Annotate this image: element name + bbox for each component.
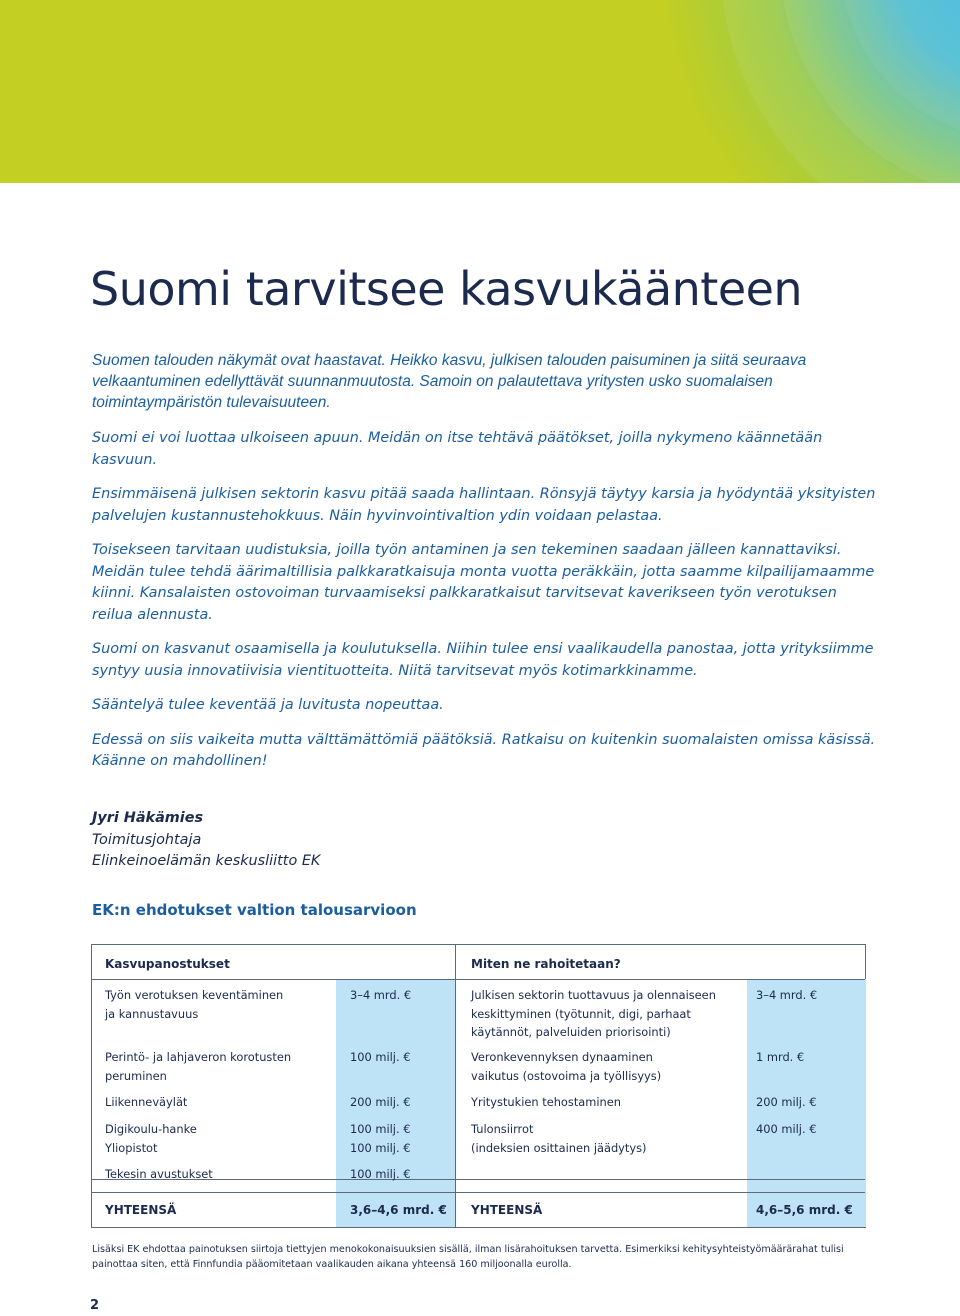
intro-text: Suomen talouden näkymät ovat haastavat. Heikko kasvu, julkisen talouden paisuminen ja siitä seuraava velkaantuminen edellyttävät suunnanmuutosta. Samoin on palautettava yritysten usko suomalaisen toimintaympäristön tulevaisuuteen. xyxy=(92,352,807,411)
paragraph: Suomi on kasvanut osaamisella ja koulutuksella. Niihin tulee ensi vaalikaudella panostaa, jotta yrityksiimme syntyy uusia innovatiivisia vientituotteita. Niitä tarvitsevat myös kotimarkkinamme. xyxy=(92,641,874,679)
paragraph: Ensimmäisenä julkisen sektorin kasvu pitää saada hallintaan. Rönsyjä täytyy karsia ja hyödyntää yksityisten palvelujen kustannustehokkuus. Näin hyvinvointivaltion ydin voidaan pelastaa. xyxy=(92,486,876,524)
table-divider xyxy=(92,979,865,980)
banner-graphic xyxy=(0,0,960,183)
table-column-divider xyxy=(455,945,456,1227)
page-title: Suomi tarvitsee kasvukäänteen xyxy=(90,262,803,316)
table-cell-amount: 100 milj. € xyxy=(350,1050,411,1064)
signature-name: Jyri Häkämies xyxy=(92,810,204,826)
table-cell-investment: Tekesin avustukset xyxy=(105,1167,213,1181)
table-cell-amount: 100 milj. € 100 milj. € xyxy=(350,1122,411,1155)
table-total-label: YHTEENSÄ xyxy=(105,1203,177,1217)
budget-table xyxy=(91,944,866,1228)
table-cell-amount: 3–4 mrd. € xyxy=(350,988,412,1002)
paragraph: Suomi ei voi luottaa ulkoiseen apuun. Meidän on itse tehtävä päätökset, joilla nykymeno käännetään kasvuun. xyxy=(92,430,823,468)
paragraph: Edessä on siis vaikeita mutta välttämättömiä päätöksiä. Ratkaisu on kuitenkin suomalaisten omissa käsissä. Käänne on mahdollinen! xyxy=(92,731,876,769)
table-total-amount: 4,6–5,6 mrd. € xyxy=(756,1203,853,1217)
table-total-label: YHTEENSÄ xyxy=(471,1203,543,1217)
section-heading: EK:n ehdotukset valtion talousarvioon xyxy=(92,901,417,919)
table-cell-investment: Digikoulu-hanke Yliopistot xyxy=(105,1122,197,1155)
table-total-amount: 3,6–4,6 mrd. € xyxy=(350,1203,447,1217)
table-divider xyxy=(92,1192,865,1193)
intro-paragraph xyxy=(92,350,882,413)
table-cell-investment: Perintö- ja lahjaveron korotusten peruminen xyxy=(105,1050,292,1083)
table-cell-amount: 100 milj. € xyxy=(350,1167,411,1181)
paragraph: Toisekseen tarvitaan uudistuksia, joilla työn antaminen ja sen tekeminen saadaan jälleen kannattaviksi. Meidän tulee tehdä äärimaltillisia palkkaratkaisuja monta vuotta peräkkäin, jotta saamme kilpailijamaamme kiinni. Kansalaisten ostovoiman turvaamiseksi palkkaratkaisut tarvitsevat kaverikseen työn verotuksen reilua alennusta. xyxy=(92,542,875,623)
table-cell-amount: 1 mrd. € xyxy=(756,1050,805,1064)
table-cell-amount: 400 milj. € xyxy=(756,1122,817,1136)
page-number: 2 xyxy=(90,1298,100,1313)
table-cell-amount: 200 milj. € xyxy=(350,1095,411,1109)
header-banner xyxy=(0,0,960,183)
body-text xyxy=(92,428,882,786)
signature-organization: Elinkeinoelämän keskusliitto EK xyxy=(92,853,321,869)
table-header-growth: Kasvupanostukset xyxy=(105,957,230,971)
table-cell-investment: Liikenneväylät xyxy=(105,1095,188,1109)
paragraph: Sääntelyä tulee keventää ja luvitusta nopeuttaa. xyxy=(92,697,444,713)
table-cell-funding: Julkisen sektorin tuottavuus ja olennaiseen keskittyminen (työtunnit, digi, parhaat käytännöt, palveluiden priorisointi) xyxy=(471,988,716,1039)
table-cell-funding: Tulonsiirrot (indeksien osittainen jäädytys) xyxy=(471,1122,647,1155)
signature-block xyxy=(92,808,320,873)
signature-role: Toimitusjohtaja xyxy=(92,831,202,848)
table-cell-funding: Yritystukien tehostaminen xyxy=(471,1095,621,1109)
table-cell-funding: Veronkevennyksen dynaaminen vaikutus (ostovoima ja työllisyys) xyxy=(471,1050,662,1083)
footnote: Lisäksi EK ehdottaa painotuksen siirtoja tiettyjen menokokonaisuuksien sisällä, ilman lisärahoituksen tarvetta. Esimerkiksi kehitysyhteistyömäärärahat tulisi painottaa siten, että Finnfundia pääomitetaan vaalikauden aikana yhteensä 160 miljoonalla eurolla. xyxy=(92,1244,844,1270)
table-header-funding: Miten ne rahoitetaan? xyxy=(471,957,621,971)
table-cell-amount: 3–4 mrd. € xyxy=(756,988,818,1002)
table-cell-amount: 200 milj. € xyxy=(756,1095,817,1109)
table-cell-investment: Työn verotuksen keventäminen ja kannustavuus xyxy=(105,988,284,1021)
